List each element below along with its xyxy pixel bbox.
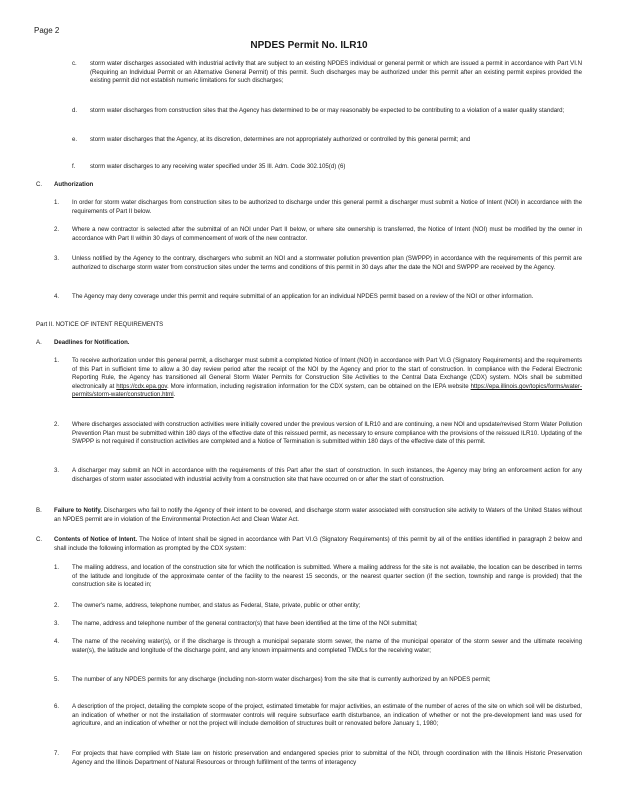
section-paragraph (54, 536, 582, 553)
list-item-text: Unless notified by the Agency to the contrary, dischargers who submit an NOI and a stormwater pollution prevention plan (SWPPP) in accordance with the requirements of this permit are authorized to discharge storm water from construction sites under the terms and conditions of this permit in 30 days after the date the NOI and SWPPP are received by the Agency. (72, 255, 582, 271)
section-label: C. (36, 536, 43, 543)
list-item-text: Where a new contractor is selected after the submittal of an NOI under Part II below, or where site ownership is transferred, the Notice of Intent (NOI) must be modified by the owner in accordance with Part II within 30 days of commencement of work of the new contractor. (72, 226, 582, 242)
list-label: 1. (54, 564, 60, 571)
section-label: A. (36, 339, 42, 346)
list-label: 6. (54, 703, 60, 710)
list-item-text: In order for storm water discharges from construction sites to be authorized to discharge under this general permit a discharger must submit a Notice of Intent (NOI) in accordance with the requirements of Part II below. (72, 199, 582, 215)
list-item-text: storm water discharges that the Agency, at its discretion, determines are not appropriately authorized or controlled by this general permit; and (90, 136, 471, 143)
list-label: 3. (54, 620, 60, 627)
list-item-text: The name, address and telephone number of the general contractor(s) that have been identified at the time of the NOI submittal; (72, 620, 418, 627)
section-heading: Authorization (54, 181, 94, 188)
list-label: f. (72, 163, 76, 170)
document-title: NPDES Permit No. ILR10 (250, 40, 368, 51)
list-item-text: The owner's name, address, telephone number, and status as Federal, State, private, public or other entity; (72, 602, 361, 609)
list-label: 4. (54, 638, 60, 645)
list-label: c. (72, 60, 77, 67)
section-heading: Contents of Notice of Intent. (54, 536, 138, 543)
list-label: e. (72, 136, 78, 143)
list-item-text: A discharger may submit an NOI in accordance with the requirements of this Part after the start of construction. In such instances, the Agency may bring an enforcement action for any discharges of storm water associated with industrial activity from a construction site that have occurred on or after the start of construction. (72, 467, 582, 483)
list-item-text: For projects that have complied with State law on historic preservation and endangered species prior to submittal of the NOI, through coordination with the Illinois Historic Preservation Agency and the Illinois Department of Natural Resources or through fulfillment of the terms of interagency (72, 750, 582, 766)
list-item-text-part: . More information, including registration information for the CDX system, can be obtained on the IEPA website (166, 382, 471, 390)
list-label: 7. (54, 750, 60, 757)
page-number: Page 2 (34, 26, 60, 35)
list-item-text: The number of any NPDES permits for any discharge (including non-storm water discharges) from the site that is currently authorized by an NPDES permit; (72, 676, 491, 683)
list-item-text-part: . (173, 391, 176, 399)
section-text: The Notice of Intent shall be signed in accordance with Part VI.G (Signatory Requirements) of this permit by all of the entities identified in paragraph 2 below and shall include the following information as prompted by the CDX system: (54, 536, 582, 552)
list-label: 2. (54, 602, 60, 609)
list-label: 2. (54, 421, 60, 428)
cdx-link[interactable]: https://cdx.epa.gov (116, 382, 167, 390)
section-paragraph (54, 507, 582, 524)
list-item-text: storm water discharges from construction sites that the Agency has determined to be or may reasonably be expected to be contributing to a violation of a water quality standard; (90, 107, 565, 114)
list-item-text-part: To receive authorization under this general permit, a discharger must submit a completed Notice of Intent (NOI) in accordance with Part VI.G (Signatory Requirements) and the requirements of this Part in sufficient time to allow a 30 day review period after the receipt of the NOI by the Agency and prior to the start of construction. In compliance with the Federal Electronic Reporting Rule, the Agency has transitioned all General Storm Water Permits for Construction Site Activities to the Central Data Exchange (CDX) system. NOIs shall be submitted electronically at (72, 357, 582, 390)
list-item-text: Where discharges associated with construction activities were initially covered under the previous version of ILR10 and are continuing, a new NOI and upsdate/revised Storm Water Pollution Prevention Plan must be submitted within 180 days of the effective date of this reissued permit, as necessary to ensure compliance with the provisions of the reissued ILR10. Updating of the SWPPP is not required if construction activities are completed and a Notice of Termination is submitted within 180 days of the effective date of this permit. (72, 421, 582, 446)
list-item-text: The name of the receiving water(s), or if the discharge is through a municipal separate storm sewer, the name of the municipal operator of the storm sewer and the ultimate receiving water(s), the latitude and longitude of the discharge point, and any known impairments and completed TMDLs for the receiving water; (72, 638, 582, 654)
section-label: B. (36, 507, 42, 514)
list-label: 4. (54, 293, 60, 300)
list-label: d. (72, 107, 78, 114)
list-label: 5. (54, 676, 60, 683)
section-heading: Failure to Notify. (54, 507, 102, 514)
iepa-website-link[interactable]: https://epa.illinois.gov/topics/forms/water-permits/storm-water/construction.html (72, 382, 582, 399)
list-label: 1. (54, 357, 60, 364)
list-label: 1. (54, 199, 60, 206)
list-item-text: storm water discharges associated with industrial activity that are subject to an existing NPDES individual or general permit or which are issued a permit in accordance with Part VI.N (Requiring an Individual Permit or an Alternative General Permit) of this permit. Such discharges may be authorized under this permit after an existing permit expires provided the existing permit did not establish numeric limitations for such discharges; (90, 60, 582, 85)
list-item-text: storm water discharges to any receiving water specified under 35 Ill. Adm. Code 302.105(d) (6) (90, 163, 346, 170)
section-label: C. (36, 181, 43, 188)
section-heading: Deadlines for Notification. (54, 339, 130, 346)
list-item-text: A description of the project, detailing the complete scope of the project, estimated timetable for major activities, an estimate of the number of acres of the site on which soil will be disturbed, an indication of whether or not the installation of stormwater controls will require subsurface earth disturbance, an indication of whether or not the pre-development land was used for agriculture, and an indication of whether or not the project will include demolition of structures built or renovated before January 1, 1980; (72, 703, 582, 728)
list-item-text: The mailing address, and location of the construction site for which the notification is submitted. Where a mailing address for the site is not available, the location can be described in terms of the latitude and longitude of the approximate center of the facility to the nearest 15 seconds, or the nearest quarter section (if the section, township and range is provided) that the construction site is located in; (72, 564, 582, 589)
list-label: 3. (54, 255, 60, 262)
list-item-text (72, 357, 582, 400)
part-heading: Part II. NOTICE OF INTENT REQUIREMENTS (36, 321, 164, 328)
section-text: Dischargers who fail to notify the Agency of their intent to be covered, and discharge storm water associated with construction site activity to Waters of the United States without an NPDES permit are in violation of the Environmental Protection Act and Clean Water Act. (54, 507, 582, 523)
list-label: 2. (54, 226, 60, 233)
list-item-text: The Agency may deny coverage under this permit and require submittal of an application for an individual NPDES permit based on a review of the NOI or other information. (72, 293, 534, 300)
list-label: 3. (54, 467, 60, 474)
